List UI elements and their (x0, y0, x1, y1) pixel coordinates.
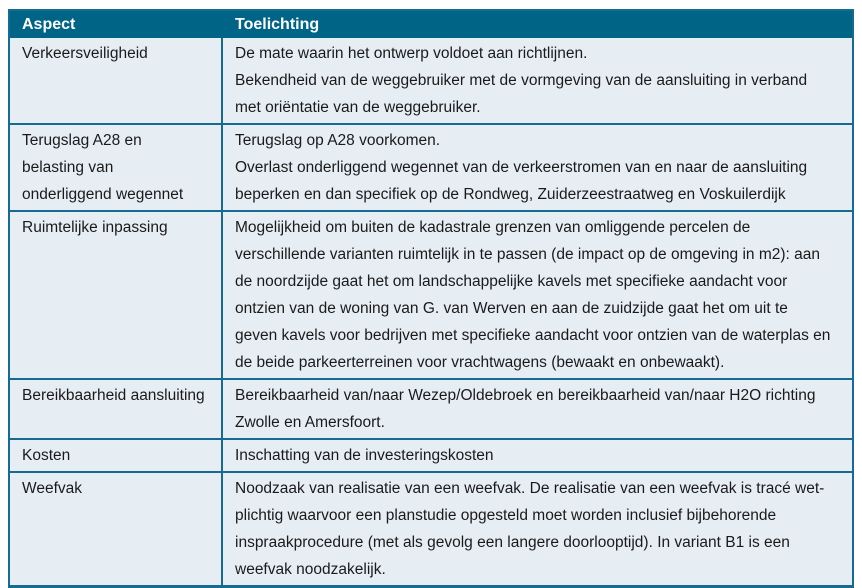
cell-line: de noordzijde gaat het om landschappelijke kavels met specifieke aandacht voor (235, 273, 788, 290)
cell-line: verschillende varianten ruimtelijk in te passen (de impact op de omgeving in m2): aan (235, 246, 820, 263)
cell-line: Inschatting van de investeringskosten (235, 447, 494, 464)
table-body (10, 38, 852, 585)
cell-line: belasting van (22, 159, 114, 176)
cell-line: Verkeersveiligheid (22, 45, 148, 62)
cell-line: met oriëntatie van de weggebruiker. (235, 99, 481, 116)
cell-line: Ruimtelijke inpassing (22, 219, 168, 236)
cell-line: Terugslag op A28 voorkomen. (235, 132, 441, 149)
cell-line: Bekendheid van de weggebruiker met de vormgeving van de aansluiting in verband (235, 72, 808, 89)
aspect-cell (10, 38, 223, 123)
table-row (10, 438, 852, 471)
cell-line: Mogelijkheid om buiten de kadastrale grenzen van omliggende percelen de (235, 219, 751, 236)
cell-line: weefvak noodzakelijk. (235, 561, 386, 578)
aspect-cell (10, 440, 223, 471)
toelichting-cell (223, 380, 852, 438)
toelichting-cell (223, 212, 852, 378)
cell-line: Kosten (22, 447, 71, 464)
toelichting-cell (223, 440, 852, 471)
toelichting-cell (223, 38, 852, 123)
column-header-aspect: Aspect (22, 15, 76, 33)
cell-line: Zwolle en Amersfoort. (235, 414, 385, 431)
cell-line: de beide parkeerterreinen voor vrachtwagens (bewaakt en onbewaakt). (235, 354, 725, 371)
toelichting-cell (223, 473, 852, 585)
toelichting-cell (223, 125, 852, 210)
cell-line: onderliggend wegennet (22, 186, 184, 203)
column-header-toelichting: Toelichting (235, 15, 320, 33)
cell-line: Weefvak (22, 480, 83, 497)
cell-line: Overlast onderliggend wegennet van de verkeerstromen van en naar de aansluiting (235, 159, 808, 176)
aspect-cell (10, 125, 223, 210)
table-row (10, 123, 852, 210)
cell-line: Terugslag A28 en (22, 132, 142, 149)
table-row (10, 210, 852, 378)
cell-line: Noodzaak van realisatie van een weefvak. De realisatie van een weefvak is tracé wet- (235, 480, 825, 497)
cell-line: inspraakprocedure (met als gevolg een langere doorlooptijd). In variant B1 is een (235, 534, 790, 551)
table-row (10, 378, 852, 438)
cell-line: De mate waarin het ontwerp voldoet aan richtlijnen. (235, 45, 588, 62)
aspect-toelichting-table (8, 9, 854, 588)
cell-line: Bereikbaarheid van/naar Wezep/Oldebroek en bereikbaarheid van/naar H2O richting (235, 387, 816, 404)
cell-line: beperken en dan specifiek op de Rondweg, Zuiderzeestraatweg en Voskuilerdijk (235, 186, 786, 203)
aspect-cell (10, 212, 223, 378)
table-row (10, 471, 852, 585)
cell-line: geven kavels voor bedrijven met specifieke aandacht voor ontzien van de waterplas en (235, 327, 831, 344)
cell-line: Bereikbaarheid aansluiting (22, 387, 205, 404)
aspect-cell (10, 380, 223, 438)
table-header-row (10, 11, 852, 38)
aspect-cell (10, 473, 223, 585)
cell-line: plichtig waarvoor een planstudie opgesteld moet worden inclusief bijbehorende (235, 507, 777, 524)
table-row (10, 38, 852, 123)
cell-line: ontzien van de woning van G. van Werven en aan de zuidzijde gaat het om uit te (235, 300, 788, 317)
